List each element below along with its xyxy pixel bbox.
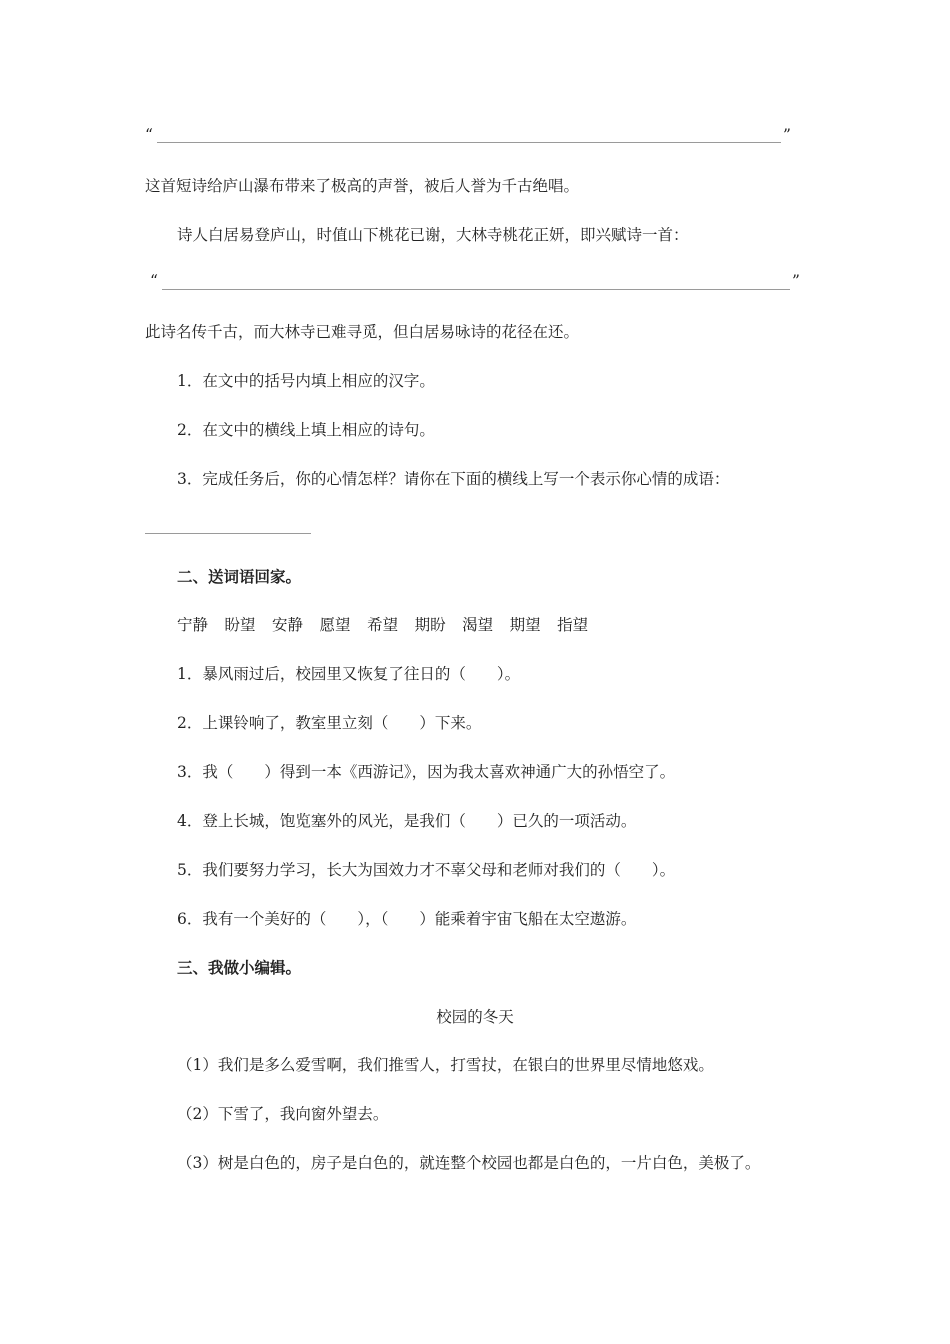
poem-blank-2[interactable] — [150, 270, 805, 292]
passage-sentence: （2）下雪了，我向窗外望去。 — [177, 1105, 389, 1123]
word-item: 安静 — [272, 616, 304, 634]
close-quote: ” — [792, 272, 800, 290]
task-item: 1．在文中的括号内填上相应的汉字。 — [177, 372, 435, 390]
section-heading: 二、送词语回家。 — [177, 567, 302, 586]
passage-title: 校园的冬天 — [436, 1008, 514, 1026]
word-item: 盼望 — [224, 616, 256, 634]
poem-blank-1[interactable] — [145, 124, 795, 146]
paragraph-text: 诗人白居易登庐山，时值山下桃花已谢，大林寺桃花正妍，即兴赋诗一首： — [177, 226, 689, 244]
close-quote: ” — [783, 126, 791, 144]
open-quote: “ — [150, 272, 158, 290]
paragraph-text: 此诗名传千古，而大林寺已难寻觅，但白居易咏诗的花径在还。 — [145, 323, 580, 341]
word-item: 期望 — [509, 616, 541, 634]
fill-in-item: 4．登上长城，饱览塞外的风光，是我们（ ）已久的一项活动。 — [177, 812, 637, 830]
word-item: 宁静 — [177, 616, 209, 634]
fill-in-item: 5．我们要努力学习，长大为国效力才不辜父母和老师对我们的（ ）。 — [177, 861, 676, 879]
task-item: 3．完成任务后，你的心情怎样？请你在下面的横线上写一个表示你心情的成语： — [177, 470, 730, 488]
word-bank — [177, 614, 605, 636]
word-item: 愿望 — [319, 616, 351, 634]
fill-in-line — [162, 289, 790, 290]
passage-sentence: （1）我们是多么爱雪啊，我们推雪人，打雪扙，在银白的世界里尽情地悠戏。 — [177, 1056, 714, 1074]
fill-in-item: 1．暴风雨过后，校园里又恢复了往日的（ ）。 — [177, 665, 521, 683]
paragraph-text: 这首短诗给庐山瀑布带来了极高的声誉，被后人誉为千古绝唱。 — [145, 177, 580, 195]
word-item: 期盼 — [414, 616, 446, 634]
word-item: 希望 — [367, 616, 399, 634]
task-item: 2．在文中的横线上填上相应的诗句。 — [177, 421, 435, 439]
section-heading: 三、我做小编辑。 — [177, 958, 302, 977]
word-item: 指望 — [557, 616, 589, 634]
fill-in-line — [157, 142, 781, 143]
idiom-answer-line[interactable] — [145, 533, 311, 534]
fill-in-item: 2．上课铃响了，教室里立刻（ ）下来。 — [177, 714, 482, 732]
word-item: 渴望 — [462, 616, 494, 634]
fill-in-item: 3．我（ ）得到一本《西游记》，因为我太喜欢神通广大的孙悟空了。 — [177, 763, 676, 781]
fill-in-item: 6．我有一个美好的（ ），（ ）能乘着宇宙飞船在太空遨游。 — [177, 910, 637, 928]
open-quote: “ — [145, 126, 153, 144]
passage-sentence: （3）树是白色的，房子是白色的，就连整个校园也都是白色的，一片白色，美极了。 — [177, 1154, 761, 1172]
